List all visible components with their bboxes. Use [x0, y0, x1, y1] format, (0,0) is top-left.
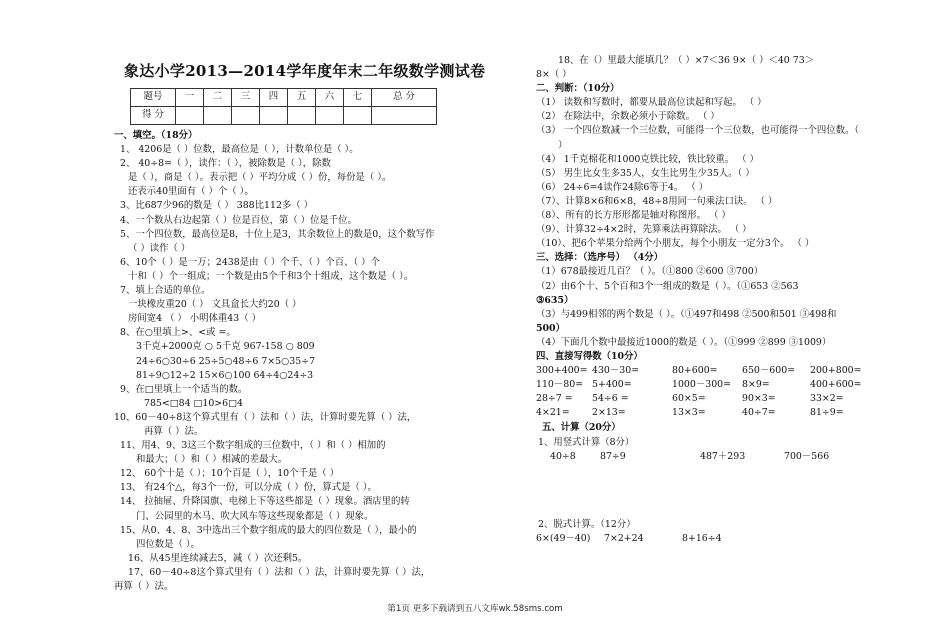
score-blank-cell[interactable]	[232, 107, 260, 125]
score-header-cell: 六	[316, 89, 344, 107]
work-space[interactable]	[536, 464, 908, 518]
question-line: 9、在□里填上一个适当的数。	[120, 383, 248, 395]
question-line: （10）、把6个苹果分给两个小朋友，每个小朋友一定分3个。 （ ）	[536, 238, 815, 250]
direct-answer-item: 110－80=	[536, 379, 584, 391]
score-table-header-row	[131, 89, 437, 107]
direct-answer-grid	[536, 364, 908, 420]
question-line: 7、填上合适的单位。	[120, 285, 211, 297]
question-line: 13、 有24个△，每3个一份，可以分成（ ）份，算式是（ ）。	[120, 482, 377, 494]
direct-answer-row	[536, 406, 908, 420]
score-blank-cell[interactable]	[316, 107, 344, 125]
score-blank-cell[interactable]	[176, 107, 204, 125]
score-row-label: 得 分	[131, 107, 176, 125]
direct-answer-item: 200+800=	[810, 365, 862, 377]
question-line: （2） 在除法中，余数必须小于除数。 （ ）	[536, 111, 720, 123]
question-line: 3、比687少96的数是（ ） 388比112多（ ）	[120, 200, 314, 212]
question-line: 2、 40÷8=（ ），读作：（ ），被除数是（ ），除数	[120, 158, 331, 170]
question-line: 500）	[536, 322, 565, 334]
calc-section-title: 五、计算（20分）	[542, 422, 621, 434]
score-blank-cell[interactable]	[260, 107, 288, 125]
question-line: （2）由6个十、5个百和3个一组成的数是（ ）。（①653 ②563	[536, 280, 799, 292]
question-line: （7）、计算8×6和6×8，48÷8用同一句乘法口诀。 （ ）	[536, 195, 778, 207]
question-line: 3千克+2000克 ○ 5千克 967-158 ○ 809	[136, 341, 315, 353]
right-column	[536, 54, 908, 546]
direct-answer-item: 8×9=	[742, 379, 770, 391]
question-line: （ ）读作（ ）	[128, 242, 191, 254]
direct-answer-item: 13×3=	[672, 407, 706, 419]
step-calc-title: 2、脱式计算。（12分）	[538, 518, 636, 530]
judge-and-choice-section	[536, 54, 908, 364]
question-line: （3）与499相邻的两个数是（ ）。（①497和498 ②500和501 ③498和	[536, 308, 837, 320]
question-line: 785<□84 □10>6□4	[144, 397, 243, 409]
vertical-calc-item: 87÷9	[600, 450, 626, 462]
direct-answer-item: 5+400=	[592, 379, 632, 391]
direct-answer-item: 1000－300=	[672, 379, 731, 391]
score-header-cell: 四	[260, 89, 288, 107]
question-line: 24÷6○30÷6 25÷5○48÷6 7×5○35÷7	[136, 355, 316, 367]
question-line: 5、一个四位数，最高位是8，十位上是3，其余数位上的数是0，这个数写作	[120, 228, 435, 240]
score-table	[130, 88, 437, 125]
question-line: 1、 4206是（ ）位数，最高位是（ ），计数单位是（ ）。	[120, 144, 359, 156]
direct-answer-item: 4×21=	[536, 407, 570, 419]
question-line: 12、 60个十是（ ）；10个百是（ ），10个千是（ ）	[120, 468, 339, 480]
step-calc-item: 8+16÷4	[682, 532, 722, 544]
direct-answer-row	[536, 378, 908, 392]
vertical-calc-row	[536, 450, 908, 464]
section-heading: 二、判断：（10分）	[536, 83, 620, 95]
question-line: （1）678最接近几百？（ ）。（①800 ②600 ③700）	[536, 266, 764, 278]
score-blank-cell[interactable]	[204, 107, 232, 125]
question-line: 门、公园里的木马、吹大风车等这些现象都是（ ）现象。	[136, 510, 374, 522]
direct-answer-item: 33×2=	[810, 393, 844, 405]
score-blank-cell[interactable]	[288, 107, 316, 125]
direct-answer-item: 28÷7 =	[536, 393, 573, 405]
vertical-calc-item: 700－566	[784, 450, 830, 462]
question-line: （4）下面几个数中最接近1000的数是（ ）。（①999 ②899 ③1009）	[536, 336, 832, 348]
section-heading: 三、选择：（选序号） （4分）	[536, 252, 663, 264]
direct-answer-item: 300+400=	[536, 365, 588, 377]
direct-answer-item: 54÷6 =	[592, 393, 629, 405]
question-line: 8、在○里填上>、<或 =。	[120, 327, 236, 339]
question-line: （6） 24÷6=4读作24除6等于4。 （ ）	[536, 181, 709, 193]
question-line: 和最大；（ ）和（ ）相减的差最大。	[136, 454, 288, 466]
score-header-cell: 一	[176, 89, 204, 107]
direct-answer-item: 400+600=	[810, 379, 862, 391]
question-line: 是（ ），商是（ ）。表示把（ ）平均分成（ ）份，每份是（ ）。	[128, 172, 392, 184]
direct-answer-item: 2×13=	[592, 407, 626, 419]
section-heading: 一、填空。（18分）	[114, 130, 198, 141]
question-line: 再算（ ）法。	[114, 581, 174, 592]
question-line: 还表示40里面有（ ）个（ ）。	[128, 186, 254, 198]
left-column	[114, 56, 506, 594]
question-line: 81÷9○12÷2 15×6○100 64÷4○24÷3	[136, 369, 314, 381]
question-line: 6、10个（ ）是一万；2438是由（ ）个千、（ ）个百、（ ）个	[120, 256, 380, 268]
page-footer: 第1页 更多下载请到五八文库wk.58sms.com	[387, 604, 563, 614]
step-calc-row	[536, 532, 908, 546]
question-line: 十和（ ）个一组成；一个数是由5个千和3个十组成，这个数是（ ）。	[128, 270, 414, 282]
vertical-calc-title: 1、用竖式计算（8分）	[538, 436, 635, 448]
score-table-score-row	[131, 107, 437, 125]
question-line: 再算（ ）法。	[144, 425, 204, 437]
direct-answer-item: 60×5=	[672, 393, 706, 405]
direct-answer-item: 90×3=	[742, 393, 776, 405]
direct-answer-row	[536, 364, 908, 378]
direct-answer-row	[536, 392, 908, 406]
question-line: 10、60－40÷8这个算式里有（ ）法和（ ）法，计算时要先算（ ）法，	[114, 411, 417, 423]
question-line: 8×（ ）	[536, 69, 572, 81]
question-line: 15、从0、4、8、3中选出三个数字组成的最大的四位数是（ ），最小的	[120, 524, 417, 536]
vertical-calc-item: 487＋293	[700, 450, 746, 462]
question-line: ③635）	[536, 294, 574, 306]
score-header-cell: 七	[344, 89, 372, 107]
score-header-cell: 题号	[131, 89, 176, 107]
question-line: 18、在（）里最大能填几？（ ）×7＜36 9×（ ）＜40 73＞	[558, 55, 815, 66]
step-calc-item: 7×2+24	[604, 532, 644, 544]
direct-answer-item: 81÷9=	[810, 407, 844, 419]
exam-title: 象达小学2013—2014学年度年末二年级数学测试卷	[124, 62, 486, 80]
section-heading: 四、直接写得数（10分）	[536, 350, 643, 362]
direct-answer-item: 430－30=	[592, 365, 640, 377]
vertical-calc-item: 40÷8	[550, 450, 576, 462]
score-header-cell: 二	[204, 89, 232, 107]
question-line: （9）、计算32÷4×2时，先算乘法再算除法。 （ ）	[536, 224, 752, 236]
step-calc-item: 6×(49－40)	[536, 532, 591, 544]
question-line: ）	[558, 139, 568, 151]
question-line: 17、60－40÷8这个算式里有（ ）法和（ ）法，计算时要先算（ ）法，	[128, 566, 431, 578]
score-header-cell: 总 分	[372, 89, 437, 107]
question-line: （3） 一个四位数减一个三位数，可能得一个三位数，也可能得一个四位数。（	[536, 125, 860, 137]
score-blank-cell[interactable]	[344, 107, 372, 125]
direct-answer-item: 80+600=	[672, 365, 718, 377]
question-line: （4） 1千克棉花和1000克铁比较，铁比较重。 （ ）	[536, 153, 759, 165]
question-line: 房间宽4 （ ） 小明体重43（ ）	[128, 313, 261, 325]
score-header-cell: 三	[232, 89, 260, 107]
question-line: 四位数是（ ）。	[136, 538, 200, 550]
score-blank-cell[interactable]	[372, 107, 437, 125]
question-line: 16、从45里连续减去5，减（ ）次还剩5。	[128, 552, 308, 564]
question-line: （1） 读数和写数时，都要从最高位读起和写起。 （ ）	[536, 97, 767, 109]
question-line: 4、一个数从右边起第（ ）位是百位，第（ ）位是千位。	[120, 214, 357, 226]
question-line: 一块橡皮重20（ ） 文具盒长大约20（ ）	[128, 299, 302, 311]
direct-answer-item: 650－600=	[742, 365, 796, 377]
fill-in-section	[114, 129, 506, 594]
direct-answer-item: 40÷7=	[742, 407, 776, 419]
question-line: （8）、所有的长方形形都是轴对称图形。 （ ）	[536, 210, 731, 222]
score-header-cell: 五	[288, 89, 316, 107]
question-line: 11、用4、9、3这三个数字组成的三位数中，（ ）和（ ）相加的	[120, 440, 386, 452]
question-line: 14、 拉抽屉、升降国旗、电梯上下等这些都是（ ）现象。酒店里的转	[120, 496, 410, 508]
question-line: （5） 男生比女生多35人，女生比男生少35人。（ ）	[536, 167, 755, 179]
